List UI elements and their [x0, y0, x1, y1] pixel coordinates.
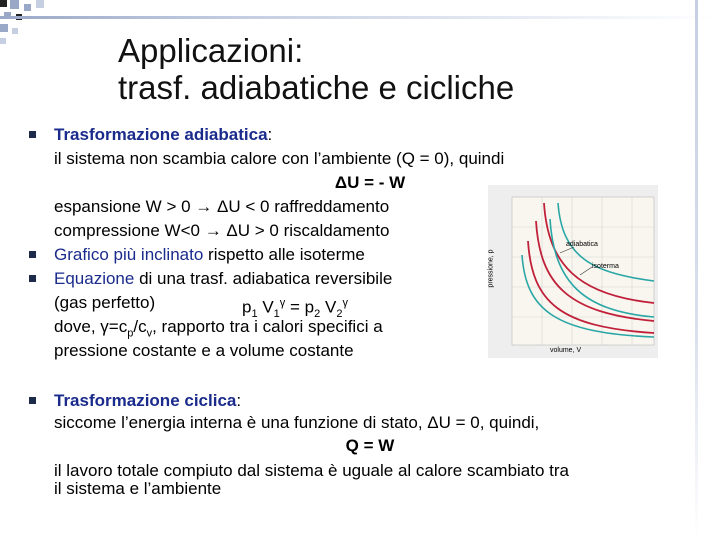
- isoterma-label: isoterma: [592, 263, 619, 270]
- eq-gamma2: γ: [342, 297, 348, 309]
- cyclic-text-1: il lavoro totale compiuto dal sistema è uguale al calore scambiato tra: [54, 461, 569, 480]
- dove-line: [54, 317, 383, 343]
- dove-sub-v: v: [146, 327, 153, 340]
- top-gradient-line: [0, 16, 720, 19]
- equation-highlight: Equazione: [54, 269, 135, 288]
- compression-line: [54, 221, 389, 241]
- expansion-line: [54, 197, 389, 217]
- eq-v1: V: [257, 297, 274, 317]
- adiabatica-label: adiabatica: [566, 241, 598, 248]
- eq-p1: p: [242, 297, 252, 317]
- slide-title: [118, 34, 514, 105]
- eq-equals: = p: [285, 297, 315, 317]
- graph-bullet-rest: rispetto alle isoterme: [203, 245, 365, 264]
- cyclic-heading: Trasformazione ciclica: [54, 391, 237, 410]
- eq-sub1: 1: [251, 308, 258, 321]
- graph-bullet-highlight: Grafico più inclinato: [54, 245, 204, 264]
- compression-text: compressione W<0: [54, 221, 205, 240]
- dove-b: /c: [133, 317, 147, 336]
- adiabatic-formula: ΔU = - W: [334, 173, 406, 192]
- x-axis-label: volume, V: [550, 347, 582, 354]
- equation-rest: di una trasf. adiabatica reversibile: [134, 269, 393, 288]
- eq-sub4: 2: [336, 308, 343, 321]
- title-line-1: Applicazioni:: [118, 32, 304, 69]
- square-bullet-icon: [29, 251, 36, 258]
- title-line-2: trasf. adiabatiche e cicliche: [118, 68, 515, 106]
- colon: :: [267, 125, 273, 144]
- eq-sub2: 1: [273, 308, 280, 321]
- equation-bullet-line: [54, 269, 392, 289]
- adiabatic-desc: il sistema non scambia calore con l’ambiente (Q = 0), quindi: [54, 149, 505, 168]
- cyclic-formula: Q = W: [345, 436, 395, 455]
- eq-v2: V: [320, 297, 337, 317]
- cyclic-desc: siccome l’energia interna è una funzione di stato, ΔU = 0, quindi,: [54, 413, 540, 432]
- pv-diagram: [488, 185, 658, 358]
- pv-diagram-figure: [488, 185, 658, 358]
- graph-bullet-line: [54, 245, 365, 265]
- expansion-text: espansione W > 0: [54, 197, 196, 216]
- arrow-right-icon: →: [204, 221, 222, 240]
- colon: :: [236, 391, 242, 410]
- adiabatic-heading-line: [54, 125, 272, 145]
- square-bullet-icon: [29, 275, 36, 282]
- cyclic-text-2: il sistema e l’ambiente: [54, 479, 222, 498]
- dove-a: dove, γ=c: [54, 317, 128, 336]
- eq-gamma1: γ: [279, 297, 286, 309]
- right-gradient-line: [695, 0, 698, 540]
- y-axis-label: pressione, p: [487, 249, 495, 288]
- compression-result: ΔU > 0 riscaldamento: [221, 221, 390, 240]
- gas-label: (gas perfetto): [54, 293, 156, 312]
- pressure-volume-line: pressione costante e a volume costante: [54, 341, 354, 360]
- adiabatic-heading: Trasformazione adiabatica: [54, 125, 268, 144]
- expansion-result: ΔU < 0 raffreddamento: [212, 197, 390, 216]
- cyclic-heading-line: [54, 391, 241, 411]
- square-bullet-icon: [29, 131, 36, 138]
- arrow-right-icon: →: [195, 197, 213, 216]
- dove-sub-p: p: [127, 327, 134, 340]
- square-bullet-icon: [29, 397, 36, 404]
- dove-c: , rapporto tra i calori specifici a: [152, 317, 383, 336]
- eq-sub3: 2: [314, 308, 321, 321]
